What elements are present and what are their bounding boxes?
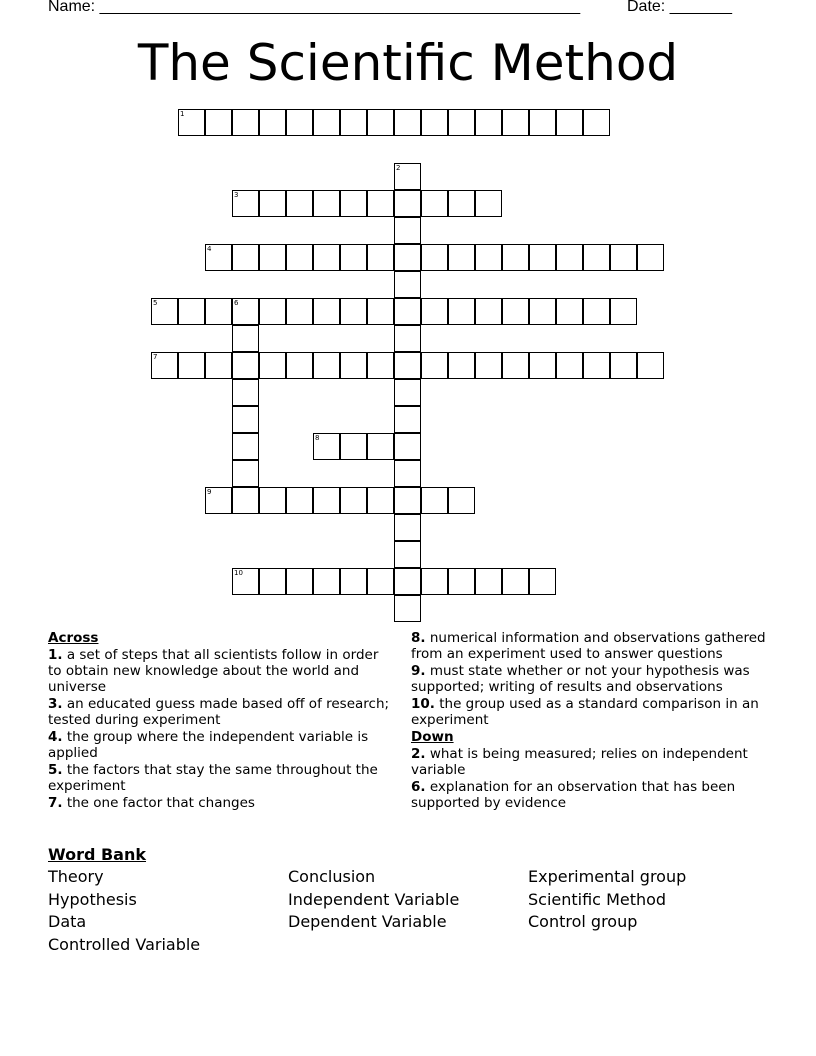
crossword-cell[interactable] [475,568,502,595]
clue-across-7 [48,795,393,811]
crossword-cell[interactable] [367,190,394,217]
crossword-cell[interactable] [583,244,610,271]
clue-number: 10. [411,696,435,712]
clue-number: 5. [48,762,63,778]
crossword-cell[interactable] [259,244,286,271]
crossword-cell[interactable] [502,109,529,136]
clue-text: the group where the independent variable is applied [48,729,369,761]
crossword-cell[interactable] [313,109,340,136]
clue-text: the group used as a standard comparison in an experiment [411,696,759,728]
crossword-cell[interactable] [637,244,664,271]
crossword-cell[interactable] [205,298,232,325]
crossword-cell[interactable] [394,217,421,244]
crossword-cell[interactable] [313,244,340,271]
crossword-cell[interactable] [205,352,232,379]
crossword-cell[interactable] [448,568,475,595]
crossword-cell[interactable] [394,271,421,298]
clue-across-3 [48,696,393,728]
crossword-cell[interactable] [421,190,448,217]
crossword-cell[interactable] [259,568,286,595]
crossword-cell[interactable] [610,352,637,379]
crossword-cell[interactable] [475,190,502,217]
crossword-cell[interactable] [340,487,367,514]
crossword-cell[interactable] [556,352,583,379]
crossword-cell[interactable] [340,298,367,325]
crossword-cell[interactable] [232,460,259,487]
name-field[interactable]: Name: ______________________________________________________ [48,0,581,15]
clue-across-8 [411,630,766,662]
crossword-cell[interactable] [259,298,286,325]
crossword-cell[interactable] [340,109,367,136]
crossword-cell[interactable] [367,433,394,460]
crossword-cell[interactable] [502,244,529,271]
crossword-cell[interactable] [259,352,286,379]
crossword-cell[interactable] [340,568,367,595]
crossword-cell[interactable] [340,190,367,217]
crossword-cell[interactable] [556,109,583,136]
crossword-cell[interactable] [313,352,340,379]
crossword-cell[interactable] [610,298,637,325]
crossword-cell[interactable] [394,325,421,352]
clue-number: 1. [48,647,63,663]
crossword-cell[interactable] [394,514,421,541]
cell-number: 10 [234,569,243,577]
crossword-cell[interactable] [232,325,259,352]
word-bank-item: Theory [48,867,104,886]
crossword-cell[interactable] [448,190,475,217]
word-bank-item: Conclusion [288,867,376,886]
crossword-cell[interactable] [421,487,448,514]
down-heading: Down [411,729,454,745]
crossword-cell[interactable] [232,487,259,514]
crossword-cell[interactable] [178,352,205,379]
crossword-cell[interactable] [232,379,259,406]
crossword-cell[interactable] [448,244,475,271]
clue-number: 2. [411,746,426,762]
crossword-cell[interactable] [367,109,394,136]
crossword-cell[interactable] [475,352,502,379]
crossword-cell[interactable] [475,109,502,136]
cell-number: 4 [207,245,212,253]
crossword-cell[interactable] [232,406,259,433]
crossword-cell[interactable] [232,109,259,136]
crossword-cell[interactable] [286,109,313,136]
cell-number: 9 [207,488,212,496]
clue-text: the factors that stay the same throughout the experiment [48,762,378,794]
crossword-cell[interactable] [394,460,421,487]
clue-text: numerical information and observations gathered from an experiment used to answer questions [411,630,766,662]
across-heading: Across [48,630,99,646]
crossword-cell[interactable] [448,487,475,514]
crossword-cell[interactable] [394,406,421,433]
clue-text: the one factor that changes [66,795,255,811]
crossword-cell[interactable] [529,352,556,379]
crossword-cell[interactable] [340,244,367,271]
crossword-cell[interactable] [286,568,313,595]
word-bank-item: Controlled Variable [48,934,201,954]
crossword-cell[interactable] [529,568,556,595]
crossword-cell[interactable] [367,487,394,514]
word-bank-item: Data [48,912,87,931]
crossword-cell[interactable] [232,244,259,271]
clue-text: what is being measured; relies on independent variable [411,746,748,778]
crossword-cell[interactable] [367,244,394,271]
crossword-cell[interactable] [313,298,340,325]
crossword-cell[interactable] [367,568,394,595]
cell-number: 1 [180,110,185,118]
crossword-cell[interactable] [529,298,556,325]
crossword-cell[interactable] [421,244,448,271]
word-bank-item: Independent Variable [288,889,460,909]
crossword-cell[interactable] [313,568,340,595]
crossword-cell[interactable] [367,298,394,325]
crossword-cell[interactable] [475,244,502,271]
crossword-cell[interactable] [340,433,367,460]
clue-down-2 [411,746,766,778]
clue-across-5 [48,762,393,794]
crossword-cell[interactable] [448,109,475,136]
crossword-cell[interactable] [583,109,610,136]
crossword-cell[interactable] [421,298,448,325]
crossword-cell[interactable] [529,244,556,271]
cell-number: 7 [153,353,158,361]
crossword-cell[interactable] [394,298,421,325]
clue-down-6 [411,779,766,811]
word-bank-item: Hypothesis [48,889,137,909]
word-bank-heading: Word Bank [48,845,147,864]
crossword-cell[interactable] [205,109,232,136]
crossword-cell[interactable] [394,379,421,406]
cell-number: 8 [315,434,320,442]
word-bank-item: Control group [528,912,638,931]
crossword-cell[interactable] [286,487,313,514]
crossword-cell[interactable] [367,352,394,379]
clue-across-4 [48,729,393,761]
crossword-cell[interactable] [394,568,421,595]
crossword-cell[interactable] [313,487,340,514]
crossword-cell[interactable] [583,298,610,325]
crossword-cell[interactable] [502,352,529,379]
date-field[interactable]: Date: _______ [627,0,732,15]
word-bank-item: Experimental group [528,867,687,886]
clue-number: 3. [48,696,63,712]
crossword-cell[interactable] [286,298,313,325]
crossword-cell[interactable] [286,352,313,379]
word-bank-item: Dependent Variable [288,912,447,931]
crossword-cell[interactable] [394,244,421,271]
cell-number: 3 [234,191,239,199]
crossword-cell[interactable] [286,190,313,217]
clue-number: 4. [48,729,63,745]
crossword-cell[interactable] [286,244,313,271]
crossword-cell[interactable] [259,109,286,136]
clue-text: explanation for an observation that has been supported by evidence [411,779,736,811]
crossword-cell[interactable] [394,190,421,217]
crossword-cell[interactable] [232,433,259,460]
crossword-cell[interactable] [448,352,475,379]
cell-number: 5 [153,299,158,307]
clue-number: 6. [411,779,426,795]
crossword-cell[interactable] [502,568,529,595]
crossword-cell[interactable] [394,433,421,460]
crossword-cell[interactable] [421,352,448,379]
page-title: The Scientific Method [137,34,679,92]
crossword-cell[interactable] [502,298,529,325]
clue-text: must state whether or not your hypothesis was supported; writing of results and observations [411,663,750,695]
clue-text: an educated guess made based off of research; tested during experiment [48,696,390,728]
crossword-cell[interactable] [259,190,286,217]
clue-across-9 [411,663,766,695]
crossword-cell[interactable] [637,352,664,379]
crossword-cell[interactable] [394,352,421,379]
crossword-cell[interactable] [394,541,421,568]
clue-number: 7. [48,795,63,811]
crossword-cell[interactable] [448,298,475,325]
crossword-cell[interactable] [394,595,421,622]
crossword-cell[interactable] [610,244,637,271]
crossword-cell[interactable] [529,109,556,136]
clue-number: 8. [411,630,426,646]
crossword-cell[interactable] [583,352,610,379]
clue-across-1 [48,647,393,695]
clues-column-left [48,629,393,811]
crossword-cell[interactable] [232,352,259,379]
crossword-cell[interactable] [259,487,286,514]
crossword-cell[interactable] [556,244,583,271]
clue-across-10 [411,696,766,728]
word-bank-item: Scientific Method [528,889,667,909]
crossword-cell[interactable] [556,298,583,325]
clue-text: a set of steps that all scientists follow in order to obtain new knowledge about the world and universe [48,647,379,695]
crossword-cell[interactable] [394,109,421,136]
cell-number: 6 [234,299,239,307]
clue-number: 9. [411,663,426,679]
crossword-cell[interactable] [475,298,502,325]
crossword-cell[interactable] [394,487,421,514]
crossword-cell[interactable] [313,190,340,217]
crossword-cell[interactable] [421,568,448,595]
crossword-cell[interactable] [340,352,367,379]
cell-number: 2 [396,164,401,172]
clues-column-right [411,629,766,811]
crossword-cell[interactable] [421,109,448,136]
crossword-cell[interactable] [178,298,205,325]
